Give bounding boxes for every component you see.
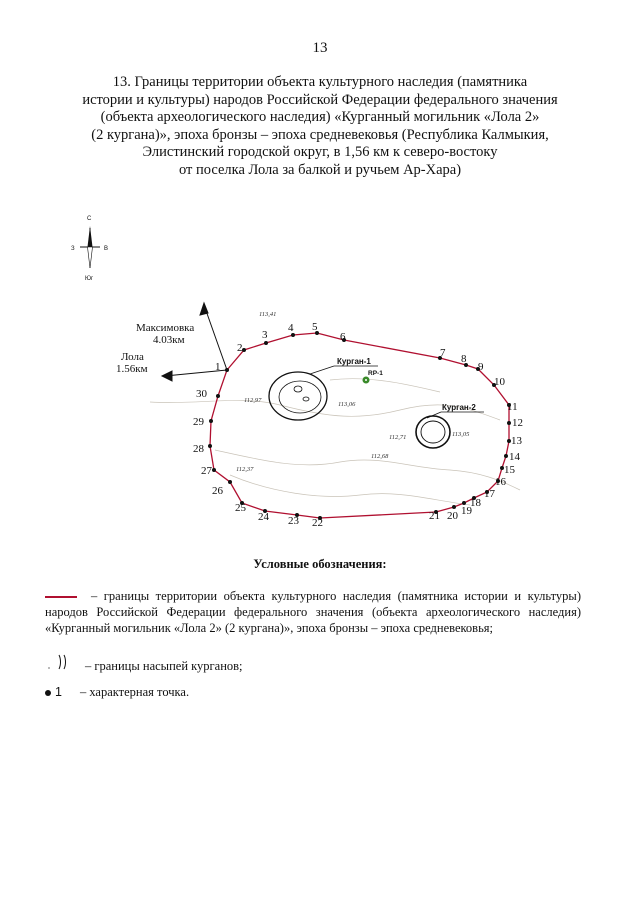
compass-north: С: [87, 216, 92, 222]
vertex-label: 7: [440, 347, 446, 359]
vertex-label: 14: [509, 451, 520, 463]
vertex-label: 5: [312, 321, 318, 333]
document-title: [40, 74, 600, 179]
elevation-mark: 113,05: [452, 431, 470, 438]
compass-rose: [71, 216, 108, 282]
benchmark: [363, 377, 370, 384]
title-line: Элистинский городской округ, в 1,56 км к северо-востоку: [142, 144, 498, 160]
title-line: (2 кургана)», эпоха бронзы – эпоха средневековья (Республика Калмыкия,: [91, 126, 549, 143]
title-line: от поселка Лола за балкой и ручьем Ар-Хара): [178, 161, 462, 178]
legend-points: [45, 684, 581, 700]
mound-1: [269, 372, 327, 420]
vertex-label: 4: [288, 322, 294, 334]
direction-distance: 1.56км: [116, 363, 148, 375]
vertex-label: 26: [212, 485, 223, 497]
vertex-label: 20: [447, 510, 458, 522]
legend-points-text: – характерная точка.: [79, 685, 190, 699]
vertex-label: 3: [262, 329, 268, 341]
vertex-label: 8: [461, 353, 467, 365]
compass-west: З: [71, 246, 75, 252]
mound-2: [416, 416, 450, 448]
legend-mounds: [45, 654, 581, 674]
title-line: 13. Границы территории объекта культурного наследия (памятника: [112, 74, 528, 90]
elevation-mark: 112,97: [244, 397, 262, 404]
vertex-label: 1: [215, 361, 221, 373]
elevation-mark: 112,71: [389, 434, 407, 441]
vertex-label: 21: [429, 510, 440, 522]
vertex-label: 13: [511, 435, 522, 447]
vertex-label: 9: [478, 361, 484, 373]
direction-label: Лола: [121, 351, 144, 363]
vertex-label: 23: [288, 515, 299, 527]
point-symbol: [45, 690, 51, 696]
legend-boundary: [45, 588, 581, 636]
vertex-label: 12: [512, 417, 523, 429]
vertex-label: 30: [196, 388, 207, 400]
vertex-label: 22: [312, 517, 323, 529]
vertex-label: 2: [237, 342, 243, 354]
vertex-label: 10: [494, 376, 505, 388]
elevation-mark: 113,06: [338, 401, 356, 408]
vertex-label: 11: [507, 401, 518, 413]
title-line: (объекта археологического наследия) «Курганный могильник «Лола 2»: [100, 109, 540, 125]
benchmark-label: RP-1: [368, 370, 383, 377]
vertex-label: 17: [484, 488, 495, 500]
direction-distance: 4.03км: [153, 334, 185, 346]
vertex-label: 19: [461, 505, 472, 517]
vertex-label: 15: [504, 464, 515, 476]
page-number: 13: [312, 40, 328, 56]
point-example: 1: [55, 685, 62, 699]
vertex-label: 28: [193, 443, 204, 455]
vertex-label: 27: [201, 465, 212, 477]
elevation-mark: 113,41: [259, 311, 277, 318]
vertex-label: 6: [340, 331, 346, 343]
compass-east: В: [104, 246, 109, 252]
vertex-label: 29: [193, 416, 204, 428]
boundary-map: [0, 205, 640, 535]
vertex-label: 16: [495, 476, 506, 488]
mound-label: Курган-2: [442, 403, 476, 412]
mound-boundary-symbol: [45, 654, 85, 674]
title-line: истории и культуры) народов Российской Федерации федерального значения: [82, 91, 558, 108]
legend-title: Условные обозначения:: [253, 557, 387, 571]
elevation-mark: 112,68: [371, 453, 389, 460]
mound-label: Курган-1: [337, 357, 371, 366]
direction-label: Максимовка: [136, 322, 195, 334]
elevation-mark: 112,37: [236, 466, 254, 473]
legend-boundary-text: – границы территории объекта культурного наследия (памятника истории и культуры) народов Российской Федерации федерального значения (объекта археологического наследия) «Курганный могильник «Лола 2» (2 кургана)», эпоха бронзы – эпоха средневековья;: [45, 589, 581, 635]
legend-mounds-text: – границы насыпей курганов;: [85, 659, 243, 673]
vertex-label: 24: [258, 511, 269, 523]
legend-boundary-swatch: [45, 596, 77, 598]
vertex-label: 18: [470, 497, 481, 509]
compass-south: Юг: [85, 276, 94, 282]
vertex-label: 25: [235, 502, 246, 514]
